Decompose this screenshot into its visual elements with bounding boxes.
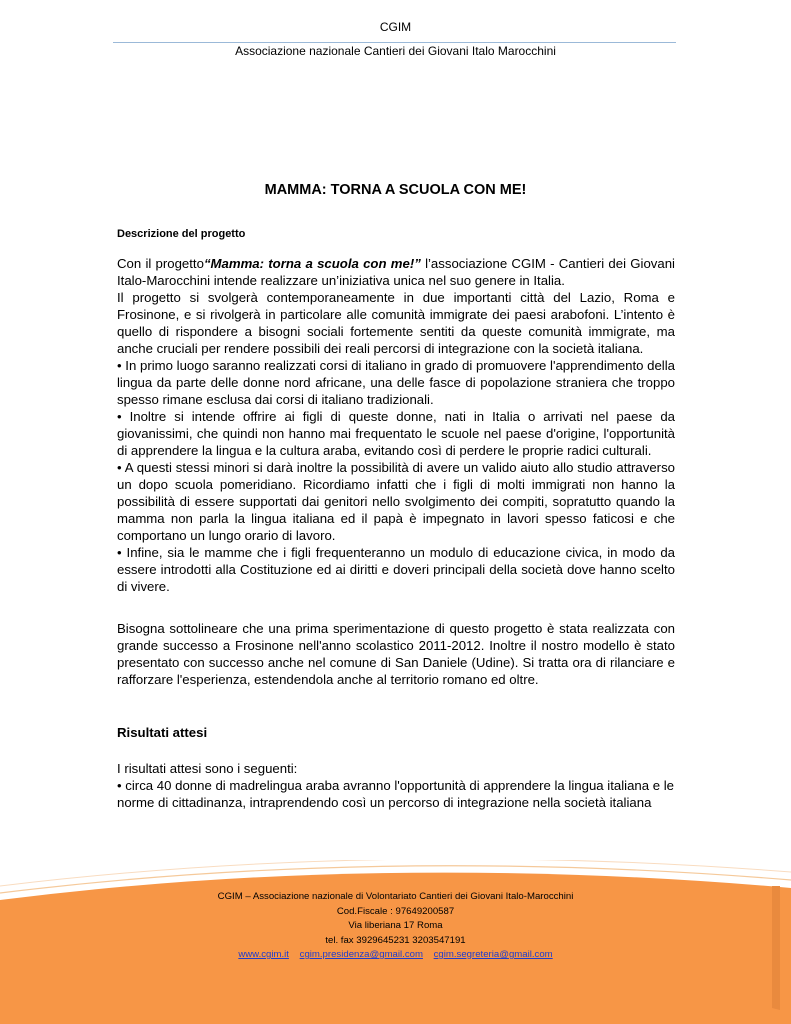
paragraph-context: Il progetto si svolgerà contemporaneamente in due importanti città del Lazio, Roma e Frosinone, e si rivolgerà in particolare alle comunità immigrate dei paesi arabofoni. L’intento è quello di rispondere a bisogni sociali fortemente sentiti da queste comunità immigrate, ma anche cruciali per rendere possibili dei reali percorsi di integrazione con la società italiana. [117, 290, 675, 356]
results-heading: Risultati attesi [117, 725, 208, 740]
footer-address: Via liberiana 17 Roma [348, 920, 443, 931]
segreteria-email-link[interactable]: cgim.segreteria@gmail.com [433, 949, 553, 960]
footer-links [0, 948, 791, 963]
experimentation-text: Bisogna sottolineare che una prima sperimentazione di questo progetto è stata realizzata con grande successo a Frosinone nell'anno scolastico 2011-2012. Inoltre il nostro modello è stato presentato con successo anche nel comune di San Daniele (Udine). Si tratta ora di rilanciare e rafforzare l'esperienza, estendendola anche al territorio romano ed oltre. [117, 621, 675, 687]
section-label: Descrizione del progetto [117, 228, 246, 240]
intro-after: l’associazione CGIM - Cantieri dei Giovani Italo-Marocchini intende realizzare un’iniziativa unica nel suo genere in Italia. [117, 256, 675, 288]
results-intro: I risultati attesi sono i seguenti: [117, 761, 298, 776]
project-description [117, 255, 675, 595]
footer-phone: tel. fax 3929645231 3203547191 [325, 934, 466, 946]
site-link[interactable]: www.cgim.it [238, 949, 289, 960]
presidenza-email-link[interactable]: cgim.presidenza@gmail.com [299, 949, 423, 960]
header-org-short: CGIM [379, 20, 412, 34]
intro-paragraph [117, 255, 675, 289]
project-name: “Mamma: torna a scuola con me!” [203, 256, 421, 271]
header-org-full: Associazione nazionale Cantieri dei Giovani Italo Marocchini [235, 44, 556, 58]
experimentation-paragraph [117, 620, 675, 688]
results-item: • circa 40 donne di madrelingua araba avranno l'opportunità di apprendere la lingua italiana e le norme di cittadinanza, intraprendendo così un percorso di integrazione nella società italiana [117, 778, 674, 810]
footer-info [0, 890, 791, 963]
footer-cod-fiscale: Cod.Fiscale : 97649200587 [336, 905, 455, 917]
results-section [117, 760, 675, 811]
footer-org-line: CGIM – Associazione nazionale di Volontariato Cantieri dei Giovani Italo-Marocchini [217, 891, 574, 902]
bullet-after-school: • A questi stessi minori si darà inoltre la possibilità di avere un valido aiuto allo studio attraverso un dopo scuola pomeridiano. Ricordiamo infatti che i figli di molti immigrati non hanno la possibilità di essere supportati dai genitori nello svolgimento dei compiti, sopratutto quando la mamma non parla la lingua italiana ed il papà è impegnato in lavori spesso faticosi e che comportano un lungo orario di lavoro. [117, 460, 675, 543]
bullet-civic-education: • Infine, sia le mamme che i figli frequenteranno un modulo di educazione civica, in modo da essere introdotti alla Costituzione ed ai diritti e doveri principali della società dove hanno scelto di vivere. [117, 545, 675, 594]
bullet-italian-courses: • In primo luogo saranno realizzati corsi di italiano in grado di promuovere l'apprendimento della lingua da parte delle donne nord africane, una delle fasce di popolazione straniera che troppo spesso rimane esclusa dai corsi di italiano tradizionali. [117, 358, 675, 407]
header-divider [113, 42, 676, 43]
bullet-arabic-culture: • Inoltre si intende offrire ai figli di queste donne, nati in Italia o arrivati nel paese da giovanissimi, che quindi non hanno mai frequentato le scuole nel paese d'origine, l'opportunità di apprendere la lingua e la cultura araba, evitando così di perdere le proprie radici culturali. [117, 409, 675, 458]
intro-before: Con il progetto [117, 256, 204, 271]
document-title: MAMMA: TORNA A SCUOLA CON ME! [264, 182, 527, 198]
